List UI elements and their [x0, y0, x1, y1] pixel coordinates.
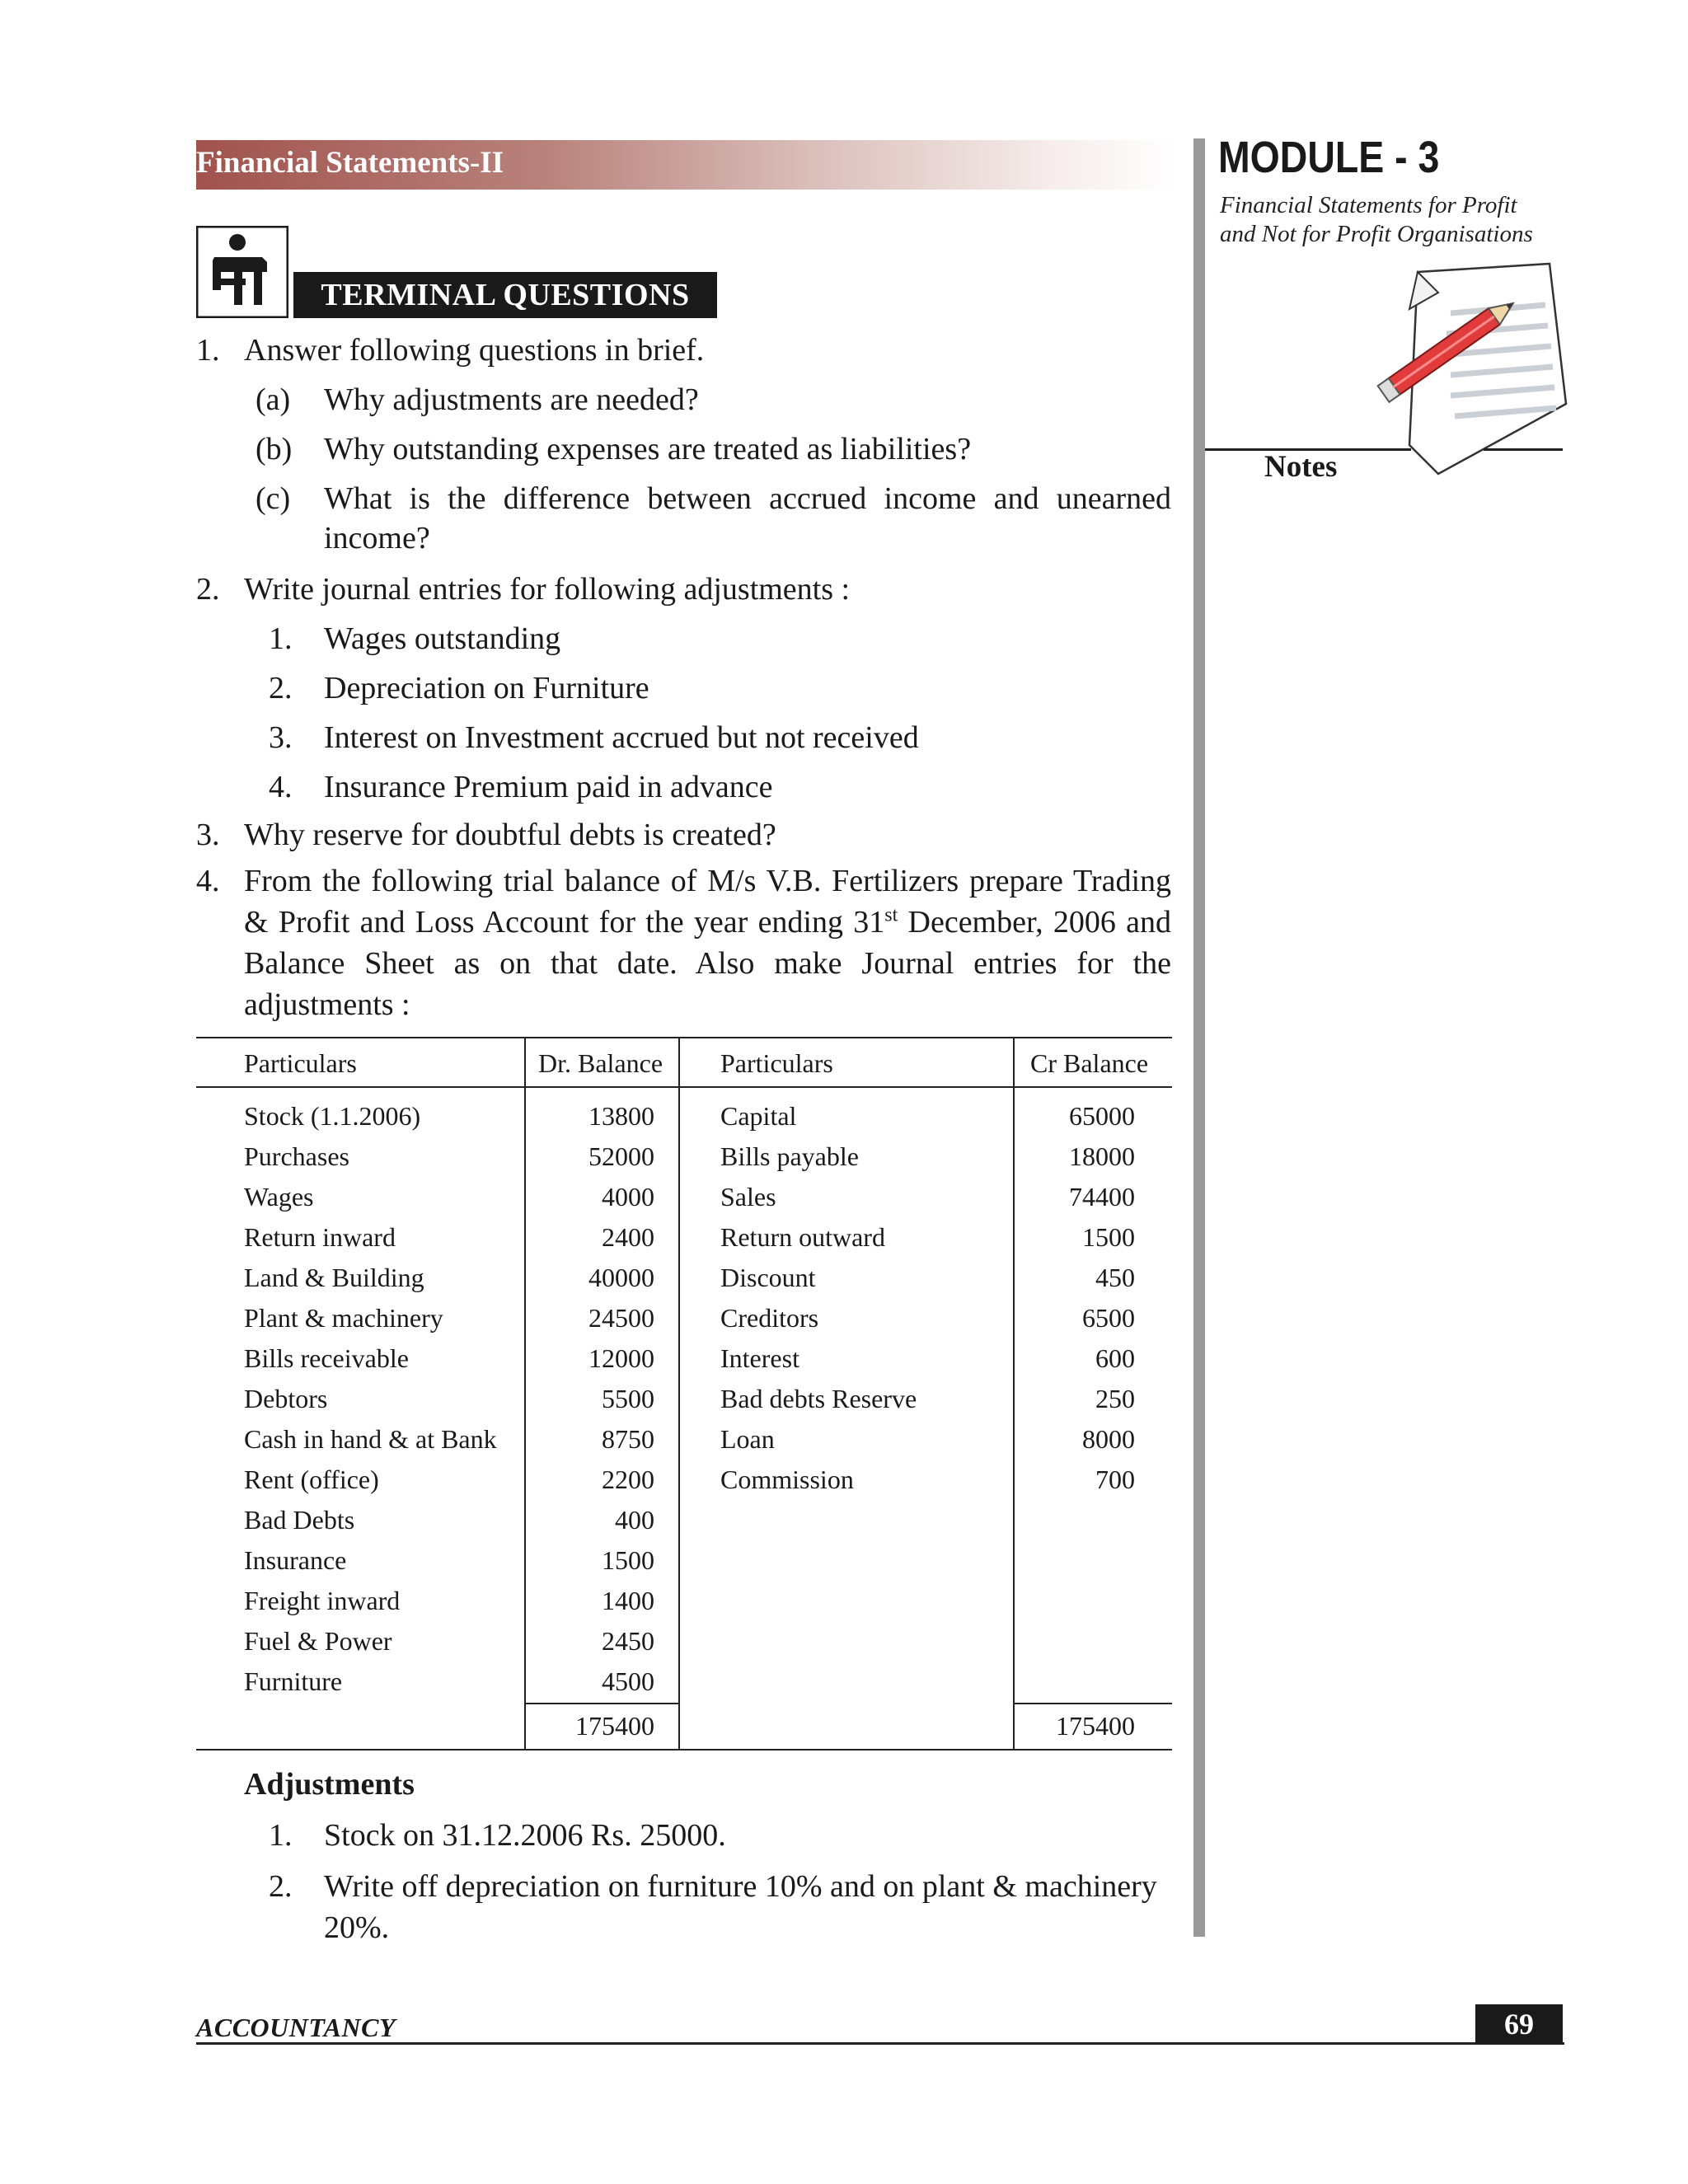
cr-row-particulars: Return outward — [720, 1222, 885, 1252]
dr-row-amount: 8750 — [602, 1424, 654, 1454]
module-subtitle-line2: and Not for Profit Organisations — [1220, 221, 1533, 247]
q2-item1-text: Wages outstanding — [324, 621, 561, 656]
header-cr-particulars: Particulars — [720, 1048, 833, 1078]
q4-number: 4. — [196, 864, 220, 898]
dr-row-particulars: Bills receivable — [244, 1343, 409, 1373]
cr-row-amount: 18000 — [1069, 1141, 1135, 1171]
dr-row-particulars: Wages — [244, 1182, 314, 1212]
q1c-text-cont: income? — [324, 521, 430, 555]
dr-row-particulars: Return inward — [244, 1222, 396, 1252]
q2-item3-text: Interest on Investment accrued but not received — [324, 720, 919, 755]
cr-row-particulars: Commission — [720, 1465, 854, 1494]
dr-row-amount: 24500 — [588, 1303, 654, 1333]
q1b-label: (b) — [256, 432, 293, 466]
q2-item2-label: 2. — [269, 671, 293, 705]
q2-item3-label: 3. — [269, 720, 293, 755]
cr-row-amount: 600 — [1095, 1343, 1135, 1373]
cr-row-amount: 6500 — [1082, 1303, 1135, 1333]
footer-rule — [196, 2042, 1564, 2045]
q3-text: Why reserve for doubtful debts is created? — [244, 818, 776, 852]
q4-text — [244, 860, 1171, 1025]
dr-total-rule — [524, 1703, 680, 1704]
dr-row-amount: 52000 — [588, 1141, 654, 1171]
dr-row-particulars: Insurance — [244, 1545, 347, 1575]
cr-row-amount: 700 — [1095, 1465, 1135, 1494]
section-heading: TERMINAL QUESTIONS — [293, 272, 717, 318]
cr-row-amount: 450 — [1095, 1263, 1135, 1292]
table-col-divider-2 — [678, 1037, 680, 1750]
cr-total-rule — [1013, 1703, 1172, 1704]
cr-total: 175400 — [1056, 1711, 1135, 1741]
dr-row-particulars: Cash in hand & at Bank — [244, 1424, 497, 1454]
q4-text-a: From the following trial balance of M/s V.B. Fertilizers prepare Trading & Profit and Loss Account for the year ending 31 — [244, 864, 1171, 940]
cr-row-particulars: Bills payable — [720, 1141, 859, 1171]
cr-row-particulars: Discount — [720, 1263, 816, 1292]
notes-rule-right — [1484, 448, 1563, 451]
cr-row-particulars: Sales — [720, 1182, 776, 1212]
q3-number: 3. — [196, 818, 220, 852]
table-header-rule — [196, 1086, 1172, 1088]
dr-row-amount: 4000 — [602, 1182, 654, 1212]
dr-row-particulars: Rent (office) — [244, 1465, 379, 1494]
dr-row-amount: 2400 — [602, 1222, 654, 1252]
cr-row-particulars: Creditors — [720, 1303, 819, 1333]
q1c-label: (c) — [256, 481, 291, 516]
cr-row-particulars: Interest — [720, 1343, 799, 1373]
q2-item4-text: Insurance Premium paid in advance — [324, 770, 773, 804]
dr-row-particulars: Freight inward — [244, 1586, 401, 1615]
header-cr-balance: Cr Balance — [1030, 1048, 1149, 1078]
dr-row-particulars: Land & Building — [244, 1263, 424, 1292]
dr-row-particulars: Stock (1.1.2006) — [244, 1101, 421, 1131]
adj-item1-text: Stock on 31.12.2006 Rs. 25000. — [324, 1818, 726, 1853]
q2-number: 2. — [196, 572, 220, 607]
dr-total: 175400 — [575, 1711, 654, 1741]
q1c-text: What is the difference between accrued income and unearned — [324, 481, 1171, 516]
dr-row-amount: 12000 — [588, 1343, 654, 1373]
dr-row-amount: 4500 — [602, 1666, 654, 1696]
adj-item2-text-cont: 20%. — [324, 1910, 390, 1945]
cr-row-amount: 1500 — [1082, 1222, 1135, 1252]
dr-row-particulars: Furniture — [244, 1666, 343, 1696]
q1a-label: (a) — [256, 382, 291, 417]
cr-row-amount: 8000 — [1082, 1424, 1135, 1454]
cr-row-amount: 74400 — [1069, 1182, 1135, 1212]
q2-text: Write journal entries for following adjustments : — [244, 572, 851, 607]
cr-row-particulars: Bad debts Reserve — [720, 1384, 917, 1413]
cr-row-particulars: Capital — [720, 1101, 797, 1131]
notes-label: Notes — [1264, 450, 1338, 484]
header-dr-particulars: Particulars — [244, 1048, 357, 1078]
dr-row-amount: 2450 — [602, 1626, 654, 1656]
dr-row-amount: 400 — [615, 1505, 654, 1535]
q1-number: 1. — [196, 333, 220, 368]
dr-row-particulars: Plant & machinery — [244, 1303, 443, 1333]
cr-row-particulars: Loan — [720, 1424, 775, 1454]
table-top-rule — [196, 1037, 1172, 1038]
adj-item2-label: 2. — [269, 1869, 293, 1904]
q1b-text: Why outstanding expenses are treated as liabilities? — [324, 432, 972, 466]
dr-row-amount: 2200 — [602, 1465, 654, 1494]
footer-subject: ACCOUNTANCY — [196, 2013, 396, 2042]
dr-row-particulars: Fuel & Power — [244, 1626, 392, 1656]
dr-row-particulars: Debtors — [244, 1384, 328, 1413]
table-bottom-rule — [196, 1749, 1172, 1750]
margin-divider — [1193, 138, 1205, 1937]
adj-item1-label: 1. — [269, 1818, 293, 1853]
cr-row-amount: 250 — [1095, 1384, 1135, 1413]
dr-row-particulars: Bad Debts — [244, 1505, 355, 1535]
dr-row-amount: 40000 — [588, 1263, 654, 1292]
q4-superscript: st — [884, 904, 898, 926]
adjustments-heading: Adjustments — [244, 1767, 415, 1802]
module-title: MODULE - 3 — [1218, 133, 1440, 182]
dr-row-amount: 1400 — [602, 1586, 654, 1615]
dr-row-amount: 1500 — [602, 1545, 654, 1575]
q1-text: Answer following questions in brief. — [244, 333, 705, 368]
adj-item2-text: Write off depreciation on furniture 10% and on plant & machinery — [324, 1869, 1157, 1904]
chapter-title: Financial Statements-II — [196, 146, 504, 180]
student-desk-icon — [196, 226, 288, 318]
q2-item1-label: 1. — [269, 621, 293, 656]
cr-row-amount: 65000 — [1069, 1101, 1135, 1131]
dr-row-amount: 13800 — [588, 1101, 654, 1131]
dr-row-amount: 5500 — [602, 1384, 654, 1413]
module-subtitle-line1: Financial Statements for Profit — [1220, 192, 1517, 218]
q2-item2-text: Depreciation on Furniture — [324, 671, 649, 705]
dr-row-particulars: Purchases — [244, 1141, 349, 1171]
module-subtitle — [1220, 191, 1533, 249]
q1a-text: Why adjustments are needed? — [324, 382, 699, 417]
q2-item4-label: 4. — [269, 770, 293, 804]
q4-text-b: December, 2006 and Balance Sheet as on that date. Also make Journal entries for the adjustments : — [244, 905, 1171, 1022]
header-dr-balance: Dr. Balance — [538, 1048, 663, 1078]
page-number: 69 — [1475, 2004, 1563, 2044]
